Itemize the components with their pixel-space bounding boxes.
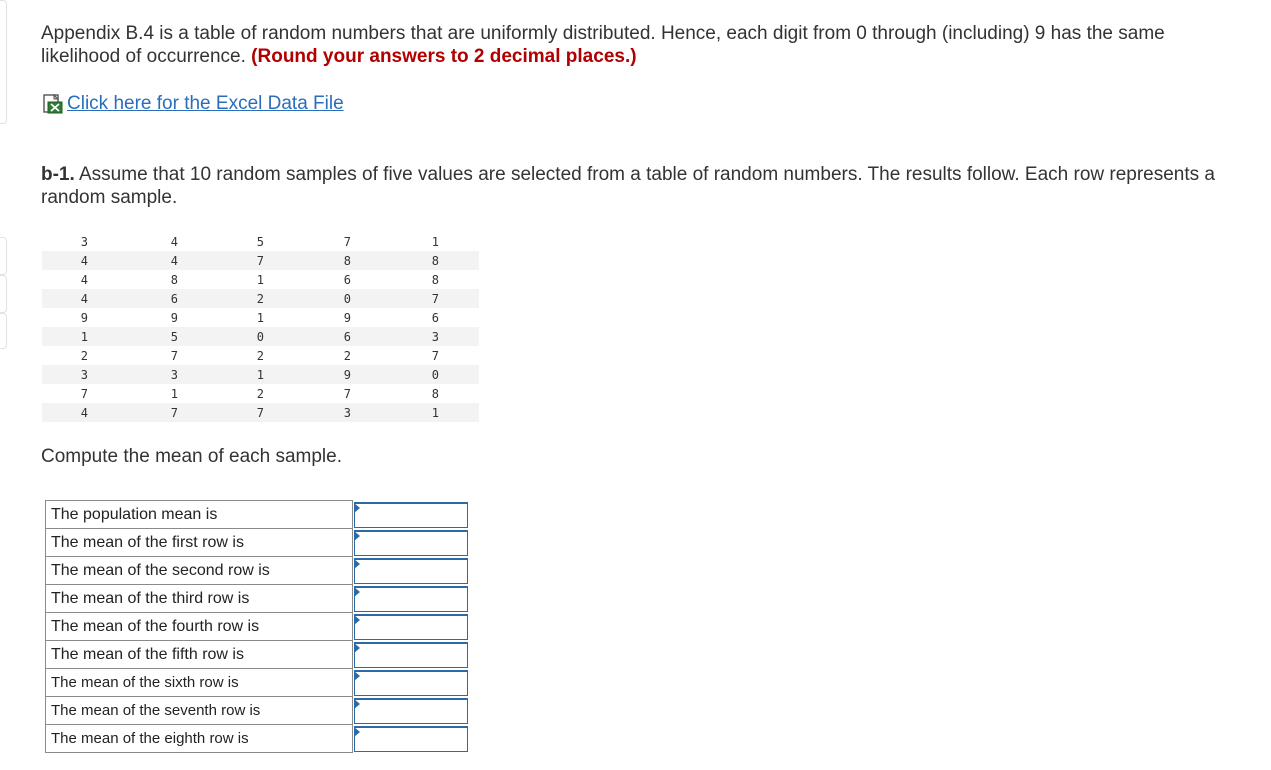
answer-label: The mean of the seventh row is <box>46 697 353 725</box>
sample-cell: 1 <box>170 386 178 401</box>
field-marker-icon <box>354 531 360 541</box>
answer-cell <box>353 585 469 613</box>
sample-cell: 8 <box>431 386 439 401</box>
sample-row <box>42 403 479 422</box>
sample-cell: 4 <box>80 272 88 287</box>
sample-cell: 2 <box>178 289 264 308</box>
sample-cell: 5 <box>88 327 178 346</box>
sample-cell: 1 <box>431 234 439 249</box>
field-marker-icon <box>354 671 360 681</box>
sample-cell: 9 <box>80 310 88 325</box>
answer-input[interactable] <box>354 642 468 668</box>
sample-cell: 8 <box>431 272 439 287</box>
sample-row <box>42 232 479 251</box>
sample-row <box>42 251 479 270</box>
sample-cell: 7 <box>343 234 351 249</box>
sample-cell: 1 <box>256 272 264 287</box>
sample-row-padding <box>439 251 479 270</box>
field-marker-icon <box>354 503 360 513</box>
sample-cell: 6 <box>343 272 351 287</box>
excel-data-link[interactable] <box>42 92 344 115</box>
sample-row <box>42 346 479 365</box>
answer-input[interactable] <box>354 726 468 752</box>
answer-label: The mean of the third row is <box>46 585 353 613</box>
answer-label: The mean of the fourth row is <box>46 613 353 641</box>
part-b1-text: Assume that 10 random samples of five values are selected from a table of random numbers. The results follow. Each row represents a random sample. <box>41 164 1215 208</box>
sample-row <box>42 270 479 289</box>
answer-row <box>46 669 469 697</box>
answer-label: The mean of the sixth row is <box>46 669 353 697</box>
excel-link-label[interactable]: Click here for the Excel Data File <box>67 93 344 114</box>
intro-paragraph <box>41 22 1241 68</box>
sample-cell: 4 <box>42 251 88 270</box>
answer-cell <box>353 725 469 753</box>
sample-cell: 3 <box>80 234 88 249</box>
answer-input[interactable] <box>354 586 468 612</box>
answer-row <box>46 501 469 529</box>
sample-cell: 0 <box>178 327 264 346</box>
sample-cell: 2 <box>80 348 88 363</box>
answers-table <box>45 500 469 753</box>
answer-row <box>46 557 469 585</box>
sample-row-padding <box>439 384 479 403</box>
sample-cell: 3 <box>42 365 88 384</box>
answer-input[interactable] <box>354 502 468 528</box>
sample-cell: 8 <box>170 272 178 287</box>
sample-cell: 7 <box>170 348 178 363</box>
edge-tab <box>0 0 7 124</box>
rounding-instruction: (Round your answers to 2 decimal places.) <box>251 46 637 67</box>
sample-cell: 1 <box>256 310 264 325</box>
sample-cell: 2 <box>256 386 264 401</box>
answer-cell <box>353 697 469 725</box>
part-b1-paragraph <box>41 163 1241 209</box>
sample-cell: 4 <box>42 289 88 308</box>
answer-cell <box>353 669 469 697</box>
sample-cell: 2 <box>256 348 264 363</box>
answer-row <box>46 529 469 557</box>
field-marker-icon <box>354 587 360 597</box>
answer-label: The population mean is <box>46 501 353 529</box>
sample-cell: 8 <box>351 251 439 270</box>
sample-cell: 1 <box>351 403 439 422</box>
answer-row <box>46 641 469 669</box>
sample-row <box>42 289 479 308</box>
field-marker-icon <box>354 615 360 625</box>
sample-cell: 0 <box>351 365 439 384</box>
sample-cell: 8 <box>264 251 351 270</box>
sample-row-padding <box>439 289 479 308</box>
answer-input[interactable] <box>354 558 468 584</box>
answer-label: The mean of the eighth row is <box>46 725 353 753</box>
sample-row <box>42 308 479 327</box>
sample-cell: 5 <box>256 234 264 249</box>
answer-input[interactable] <box>354 530 468 556</box>
sample-cell: 1 <box>42 327 88 346</box>
sample-cell: 6 <box>431 310 439 325</box>
answer-row <box>46 585 469 613</box>
sample-cell: 3 <box>88 365 178 384</box>
answer-cell <box>353 557 469 585</box>
sample-cell: 9 <box>264 365 351 384</box>
sample-cell: 6 <box>264 327 351 346</box>
sample-cell: 4 <box>42 403 88 422</box>
field-marker-icon <box>354 643 360 653</box>
sample-row <box>42 365 479 384</box>
edge-tab <box>0 237 7 275</box>
answer-row <box>46 613 469 641</box>
answer-cell <box>353 641 469 669</box>
sample-cell: 7 <box>351 289 439 308</box>
field-marker-icon <box>354 559 360 569</box>
intro-text: Appendix B.4 is a table of random numbers that are uniformly distributed. Hence, each digit from 0 through (including) 9 has the same likelihood of occurrence. <box>41 23 1165 67</box>
answer-cell <box>353 529 469 557</box>
edge-tab <box>0 275 7 313</box>
part-b1-label: b-1. <box>41 164 75 185</box>
answer-input[interactable] <box>354 698 468 724</box>
sample-cell: 1 <box>178 365 264 384</box>
answer-label: The mean of the second row is <box>46 557 353 585</box>
sample-cell: 2 <box>343 348 351 363</box>
sample-cell: 6 <box>88 289 178 308</box>
answer-row <box>46 725 469 753</box>
sample-cell: 7 <box>178 251 264 270</box>
answer-cell <box>353 501 469 529</box>
sample-cell: 3 <box>264 403 351 422</box>
sample-cell: 4 <box>88 251 178 270</box>
instruction-text: Compute the mean of each sample. <box>41 446 343 467</box>
sample-row-padding <box>439 232 479 251</box>
sample-cell: 4 <box>170 234 178 249</box>
sample-row-padding <box>439 327 479 346</box>
answer-input[interactable] <box>354 670 468 696</box>
sample-cell: 7 <box>88 403 178 422</box>
sample-cell: 7 <box>343 386 351 401</box>
random-samples-table <box>42 232 479 422</box>
sample-row-padding <box>439 346 479 365</box>
answer-input[interactable] <box>354 614 468 640</box>
sample-row-padding <box>439 270 479 289</box>
sample-cell: 7 <box>431 348 439 363</box>
sample-row <box>42 327 479 346</box>
answer-row <box>46 697 469 725</box>
sample-row-padding <box>439 403 479 422</box>
sample-cell: 7 <box>178 403 264 422</box>
edge-tab <box>0 313 7 349</box>
sample-cell: 7 <box>80 386 88 401</box>
sample-row-padding <box>439 308 479 327</box>
sample-cell: 3 <box>351 327 439 346</box>
sample-cell: 0 <box>264 289 351 308</box>
answer-label: The mean of the fifth row is <box>46 641 353 669</box>
excel-file-icon <box>42 93 64 115</box>
sample-row <box>42 384 479 403</box>
field-marker-icon <box>354 699 360 709</box>
field-marker-icon <box>354 727 360 737</box>
sample-cell: 9 <box>343 310 351 325</box>
answer-cell <box>353 613 469 641</box>
sample-cell: 9 <box>170 310 178 325</box>
answer-label: The mean of the first row is <box>46 529 353 557</box>
sample-row-padding <box>439 365 479 384</box>
